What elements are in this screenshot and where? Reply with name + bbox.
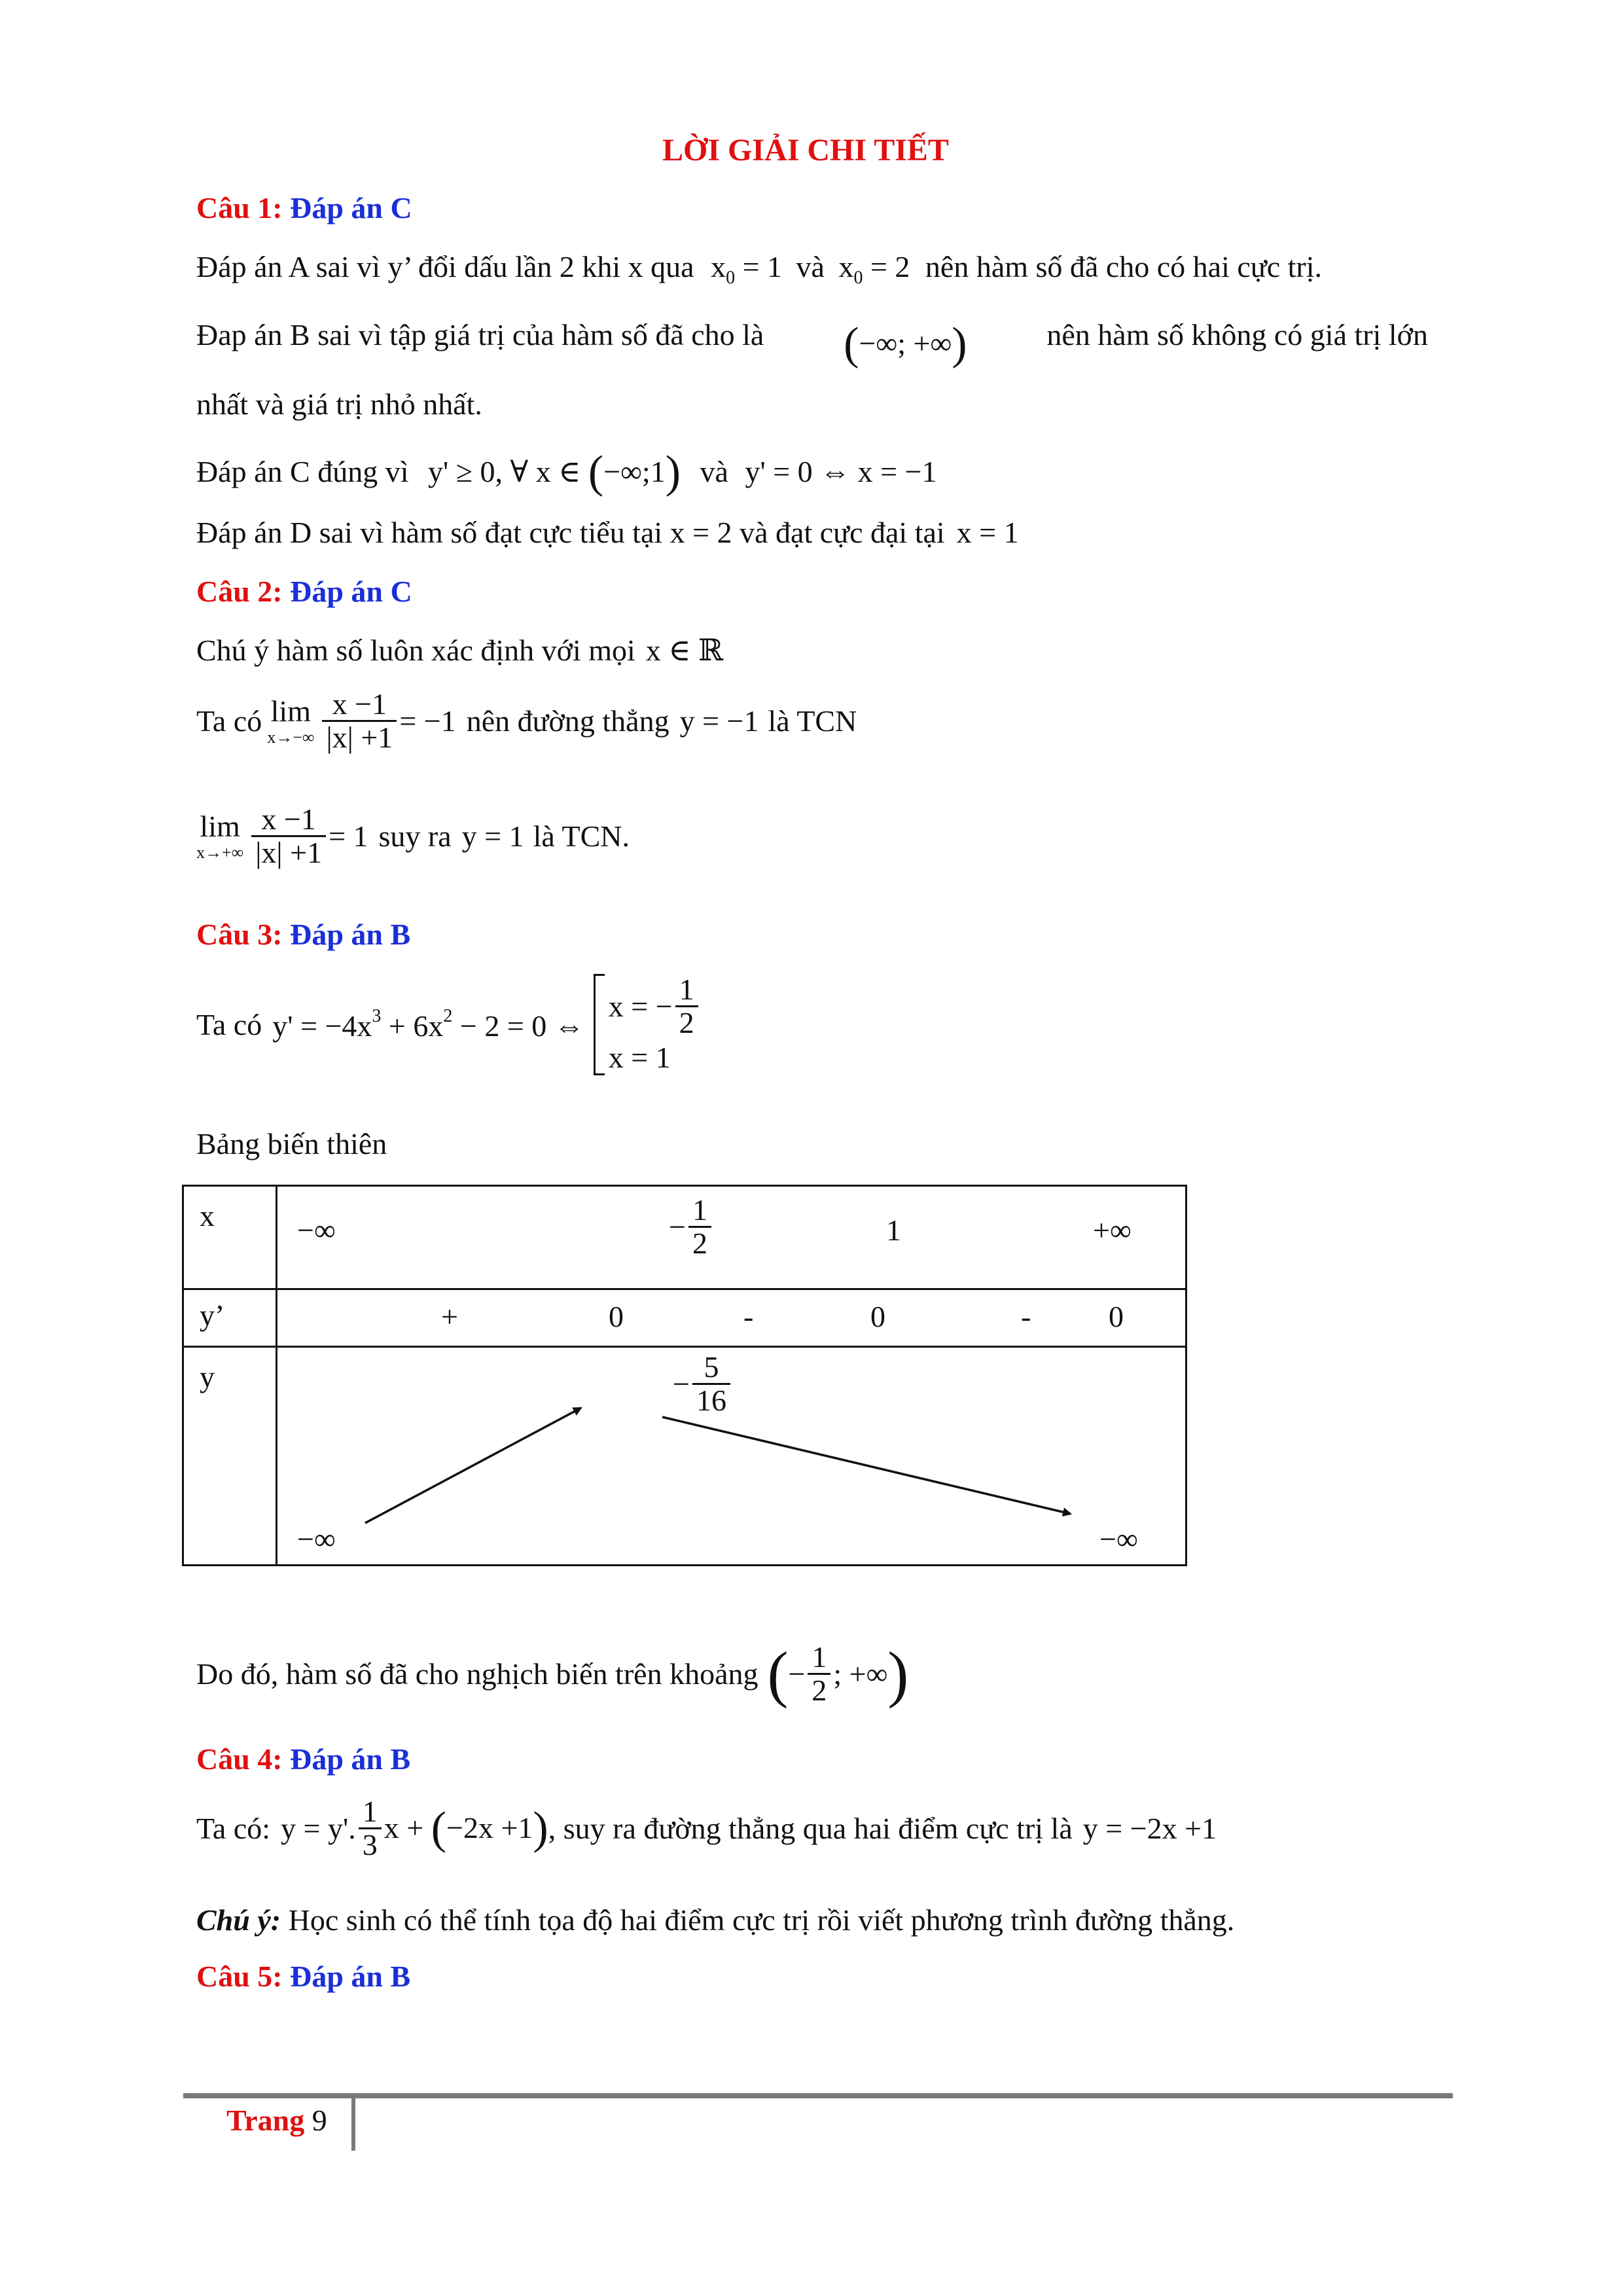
q1-answer-b-line1: Đap án B sai vì tập giá trị của hàm số đã cho là (−∞; +∞) nên hàm số không có giá trị lớn	[196, 318, 1428, 369]
row-label-yprime: y’	[200, 1299, 225, 1332]
zero-1: 0	[609, 1300, 624, 1333]
q1-answer-c: Đáp án C đúng vì y' ≥ 0, ∀ x ∈ (−∞;1) và y' = 0 ⇔ x = −1	[196, 447, 937, 497]
zero-2: 0	[870, 1300, 885, 1333]
question-1-heading: Câu 1: Đáp án C	[196, 191, 412, 224]
footer-rule	[183, 2093, 1453, 2098]
q3-conclusion: Do đó, hàm số đã cho nghịch biến trên khoảng ( − $\frac{1}{2}$ ; +∞ )	[196, 1639, 909, 1709]
q2-line2: Ta có lim x→−∞ $\frac{x -1}{|x| +1}$ = −1 nên đường thẳng y = −1 là TCN	[196, 687, 857, 755]
sign-minus-1: -	[743, 1300, 754, 1333]
question-5-heading: Câu 5: Đáp án B	[196, 1960, 411, 1993]
y-left-neg-inf: −∞	[297, 1522, 336, 1556]
q4-line1: Ta có: y = y'. $\frac{1}{3}$ x + (−2x +1) , suy ra đường thẳng qua hai điểm cực trị là y = −2x +1	[196, 1795, 1217, 1862]
y-max-value: − $\frac{5}{16}$	[673, 1352, 733, 1417]
q2-line3: lim x→+∞ $\frac{x -1}{|x| +1}$ = 1 suy ra y = 1 là TCN.	[196, 802, 630, 870]
zero-3: 0	[1109, 1300, 1124, 1333]
decreasing-arrow	[662, 1417, 1071, 1514]
sign-plus: +	[441, 1300, 458, 1333]
x-neg-inf: −∞	[297, 1213, 336, 1247]
variation-arrows	[277, 1348, 1185, 1566]
row-label-x: x	[200, 1199, 215, 1232]
y-right-neg-inf: −∞	[1099, 1522, 1138, 1556]
row-label-y: y	[200, 1360, 215, 1393]
q1-answer-b-line2: nhất và giá trị nhỏ nhất.	[196, 387, 482, 421]
increasing-arrow	[365, 1408, 581, 1523]
page-number: Trang 9	[226, 2104, 327, 2137]
variation-table-title: Bảng biến thiên	[196, 1127, 387, 1160]
q2-line1: Chú ý hàm số luôn xác định với mọi x ∈ ℝ	[196, 634, 724, 667]
x-one: 1	[886, 1213, 901, 1247]
q1-answer-a: Đáp án A sai vì y’ đổi dấu lần 2 khi x qua $x_0 = 1$ và $x_0 = 2$ nên hàm số đã cho có hai cực trị.	[196, 250, 1323, 288]
q3-derivative: Ta có $y' = -4x^3 + 6x^2 - 2 = 0$ ⇔ x = − $\frac{1}{2}$ x = 1	[196, 974, 701, 1075]
page-title: LỜI GIẢI CHI TIẾT	[662, 133, 949, 168]
footer-divider	[351, 2094, 355, 2151]
sign-minus-2: -	[1021, 1300, 1031, 1333]
x-neg-half: − $\frac{1}{2}$	[669, 1194, 714, 1260]
x-pos-inf: +∞	[1093, 1213, 1132, 1247]
question-2-heading: Câu 2: Đáp án C	[196, 575, 412, 608]
question-4-heading: Câu 4: Đáp án B	[196, 1742, 411, 1776]
q1-answer-d: Đáp án D sai vì hàm số đạt cực tiểu tại x = 2 và đạt cực đại tại x = 1	[196, 516, 1019, 549]
question-3-heading: Câu 3: Đáp án B	[196, 918, 411, 951]
variation-table	[182, 1185, 1187, 1566]
q4-note: Chú ý: Học sinh có thể tính tọa độ hai điểm cực trị rồi viết phương trình đường thẳng.	[196, 1903, 1235, 1937]
